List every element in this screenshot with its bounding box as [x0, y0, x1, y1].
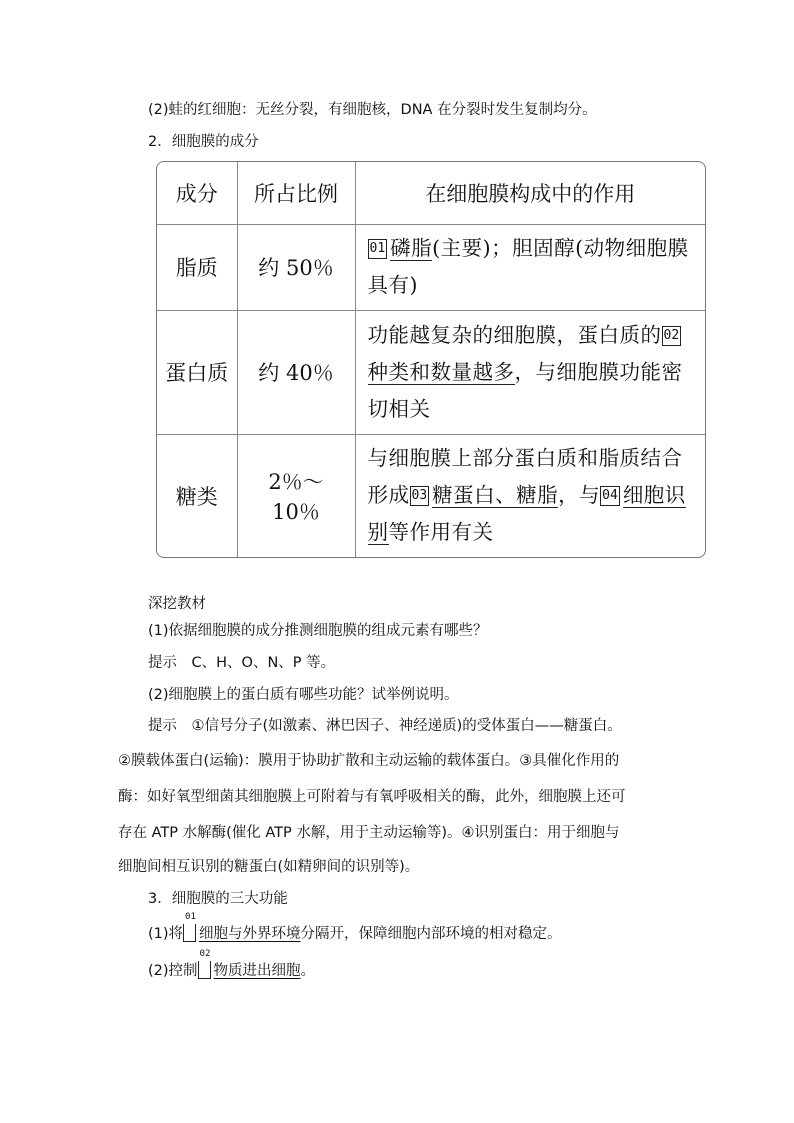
- membrane-components-table: [156, 161, 706, 558]
- question-1: (1)依据细胞膜的成分推测细胞膜的组成元素有哪些？: [148, 623, 488, 639]
- table-row: [157, 310, 705, 434]
- paragraph-frog-rbc: (2)蛙的红细胞：无丝分裂，有细胞核，DNA 在分裂时发生复制均分。: [148, 102, 597, 118]
- question-2: (2)细胞膜上的蛋白质有哪些功能？试举例说明。: [148, 687, 459, 703]
- cell-function: 01 磷脂(主要)；胆固醇(动物细胞膜具有): [355, 224, 705, 310]
- answer-number-box: 03: [410, 486, 430, 506]
- answer-1: 提示 C、H、O、N、P 等。: [148, 655, 336, 671]
- answer-text: 物质进出细胞: [213, 963, 301, 979]
- cell-component: 糖类: [157, 434, 237, 557]
- table-row: [157, 434, 705, 557]
- header-ratio: 所占比例: [237, 162, 355, 224]
- cell-component: 脂质: [157, 224, 237, 310]
- section-heading-membrane-components: 2．细胞膜的成分: [148, 134, 259, 150]
- table-header-row: [157, 162, 705, 224]
- answer-text: 种类和数量越多: [367, 359, 515, 384]
- cell-ratio: 2％～10％: [237, 434, 355, 557]
- answer-2-line-5: 细胞间相互识别的糖蛋白(如精卵间的识别等)。: [118, 859, 420, 875]
- answer-number-box: 02: [662, 326, 682, 346]
- answer-2-line-2: ②膜载体蛋白(运输)：膜用于协助扩散和主动运输的载体蛋白。③具催化作用的: [118, 753, 620, 769]
- cell-function: 与细胞膜上部分蛋白质和脂质结合形成 03 糖蛋白、糖脂，与 04 细胞识别等作用有关: [367, 446, 686, 545]
- function-1: (1)将 01 细胞与外界环境分隔开，保障细胞内部环境的相对稳定。: [148, 912, 562, 942]
- blank-marker: 01: [183, 924, 196, 942]
- blank-marker: 02: [198, 961, 211, 979]
- header-component: 成分: [157, 162, 237, 224]
- answer-text: 细胞与外界环境: [199, 926, 301, 942]
- cell-function: 功能越复杂的细胞膜，蛋白质的 02种类和数量越多，与细胞膜功能密切相关: [355, 310, 705, 434]
- cell-ratio: 约 50％: [237, 224, 355, 310]
- answer-text: 磷脂: [390, 236, 433, 260]
- answer-2-line-4: 存在 ATP 水解酶(催化 ATP 水解，用于主动运输等)。④识别蛋白：用于细胞与: [118, 825, 620, 841]
- answer-2-line-1: 提示 ①信号分子(如激素、淋巴因子、神经递质)的受体蛋白——糖蛋白。: [148, 718, 622, 734]
- header-function: 在细胞膜构成中的作用: [355, 162, 705, 224]
- heading-deep-dive: 深挖教材: [148, 596, 206, 612]
- cell-ratio: 约 40％: [237, 310, 355, 434]
- function-2: (2)控制 02 物质进出细胞。: [148, 949, 316, 979]
- answer-number-box: 01: [368, 239, 388, 259]
- answer-text: 细胞识别: [367, 483, 686, 545]
- section-heading-three-functions: 3．细胞膜的三大功能: [148, 891, 288, 907]
- answer-number-box: 04: [600, 486, 620, 506]
- table-row: [157, 224, 705, 310]
- answer-text: 糖蛋白、糖脂: [432, 483, 559, 508]
- cell-component: 蛋白质: [157, 310, 237, 434]
- answer-2-line-3: 酶：如好氧型细菌其细胞膜上可附着与有氧呼吸相关的酶，此外，细胞膜上还可: [118, 789, 626, 805]
